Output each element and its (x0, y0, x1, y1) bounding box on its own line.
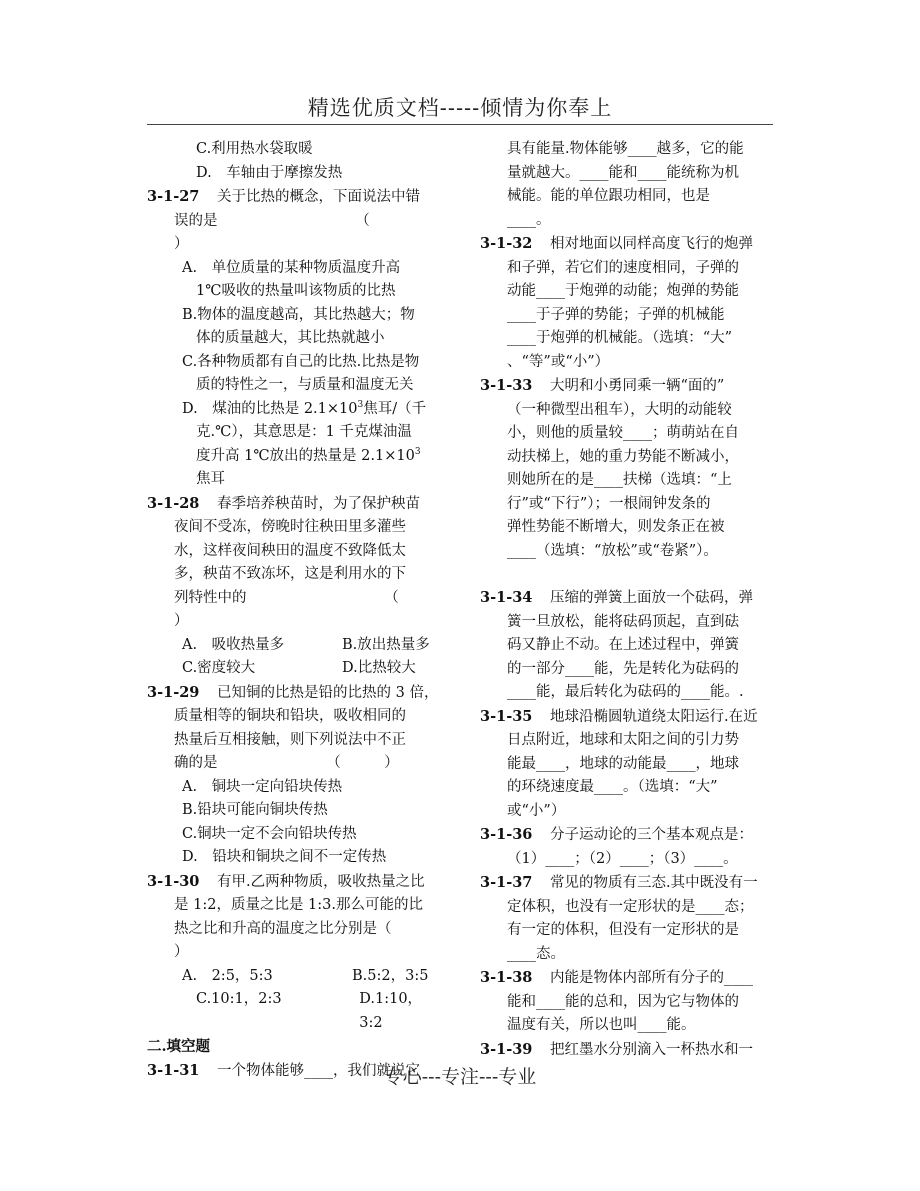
question-text: 热之比和升高的温度之比分别是（ (174, 920, 392, 937)
exponent: 3 (357, 399, 364, 410)
question-text: 的一部分____能，先是转化为砝码的 (507, 660, 739, 677)
options-row (147, 634, 442, 658)
question-text: ） (174, 944, 189, 960)
question-number: 3-1-29 (147, 683, 200, 701)
question-text: 行”或“下行”）；一根闹钟发条的 (507, 495, 711, 512)
question-text: 小，则他的质量较____；萌萌站在自 (507, 425, 739, 441)
question-text: （一种微型出租车），大明的动能较 (507, 401, 732, 418)
question-text: 或“小”） (507, 802, 566, 819)
options-row (147, 988, 442, 1035)
question-text: ____于炮弹的机械能。（选填：“大” (507, 330, 733, 346)
question-number: 3-1-33 (480, 377, 533, 394)
spacer (480, 563, 775, 586)
question-text: ） (174, 613, 189, 629)
option-c: C.各种物质都有自己的比热.比热是物 (182, 353, 420, 370)
question-text: 械能。能的单位跟功相同，也是 (507, 188, 710, 204)
question-number: 3-1-38 (480, 969, 533, 986)
section-heading: 二.填空题 (147, 1038, 211, 1055)
question-number: 3-1-37 (480, 874, 533, 891)
option-d: D.1:10，3:2 (359, 991, 423, 1031)
question-text: 有一定的体积，但没有一定形状的是 (507, 922, 739, 938)
option-d-cont: 焦耳 (196, 471, 225, 487)
option-d: D. 煤油的比热是 $2.1\times 10^3$焦耳/（千 (182, 399, 427, 417)
question-3-1-33: 3-1-33 大明和小勇同乘一辆“面的” (480, 374, 775, 399)
question-3-1-29: 3-1-29 已知铜的比热是铅的比热的 3 倍， (147, 681, 442, 706)
option-c: C.密度较大 (182, 660, 256, 676)
question-3-1-37: 3-1-37 常见的物质有三态.其中既没有一 (480, 871, 775, 896)
question-text: 码又静止不动。在上述过程中，弹簧 (507, 637, 739, 653)
question-text: 是 1:2，质量之比是 1:3.那么可能的比 (174, 897, 423, 913)
question-text: 动能____于炮弹的动能；炮弹的势能 (507, 283, 739, 299)
option-d: D. 铅块和铜块之间不一定传热 (182, 849, 387, 865)
option-a: A. 单位质量的某种物质温度升高 (182, 259, 401, 276)
question-text: 温度有关，所以也叫____能。 (507, 1017, 696, 1033)
options-row (147, 965, 442, 989)
question-text: 日点附近，地球和太阳之间的引力势 (507, 732, 739, 748)
question-text: ） (174, 236, 189, 252)
question-number: 3-1-35 (480, 707, 533, 725)
question-text: 动扶梯上，她的重力势能不断减小， (507, 448, 739, 465)
question-text: 确的是 （ ） (174, 755, 399, 771)
option-c: C.铜块一定不会向铅块传热 (182, 825, 357, 842)
question-text: 则她所在的是____扶梯（选填：“上 (507, 472, 732, 488)
question-number: 3-1-28 (147, 494, 200, 512)
question-text: （1）____；（2）____；（3）____。 (507, 850, 738, 867)
question-text: 能和____能的总和，因为它与物体的 (507, 993, 739, 1010)
q26-option-c: C.利用热水袋取暖 (196, 141, 313, 157)
question-text: 具有能量.物体能够____越多，它的能 (507, 141, 744, 157)
question-number: 3-1-31 (147, 1061, 200, 1079)
question-text: ____于子弹的势能；子弹的机械能 (507, 306, 725, 323)
option-a: A. 铜块一定向铅块传热 (182, 778, 343, 795)
question-number: 3-1-32 (480, 235, 533, 252)
exponent: 3 (414, 446, 421, 457)
option-b-cont: 体的质量越大，其比热就越小 (196, 330, 385, 346)
option-a: A. 吸收热量多 (182, 636, 285, 653)
question-text: 多，秧苗不致冻坏，这是利用水的下 (174, 566, 406, 582)
question-text: 的环绕速度最____。（选填：“大” (507, 779, 718, 795)
question-text: 、“等”或“小”） (507, 353, 610, 370)
question-text: ____。 (507, 211, 551, 228)
question-3-1-36: 3-1-36 分子运动论的三个基本观点是： (480, 823, 775, 848)
question-3-1-39: 3-1-39 把红墨水分别滴入一杯热水和一 (480, 1038, 775, 1063)
page-footer: 专心---专注---专业 (383, 1066, 537, 1088)
question-text: ____能，最后转化为砝码的____能。. (507, 684, 744, 700)
question-number: 3-1-34 (480, 589, 533, 606)
options-row (147, 657, 442, 681)
option-d-cont: 克.℃），其意思是：1 千克煤油温 (196, 424, 412, 440)
option-a: A. 2:5，5:3 (182, 967, 273, 984)
question-text: 定体积，也没有一定形状的是____态； (507, 898, 754, 915)
option-d-cont: 度升高 1℃放出的热量是 $2.1\times 10^3$ (196, 446, 421, 464)
question-text: ____（选填：“放松”或“卷紧”）。 (507, 542, 718, 559)
question-text: 能最____，地球的动能最____，地球 (507, 755, 739, 772)
question-3-1-30: 3-1-30 有甲.乙两种物质，吸收热量之比 (147, 870, 442, 895)
question-text: 和子弹，若它们的速度相同，子弹的 (507, 259, 739, 276)
option-b: B.铅块可能向铜块传热 (182, 802, 328, 818)
question-text: 簧一旦放松，能将砝码顶起，直到砝 (507, 613, 739, 630)
question-text: 质量相等的铜块和铅块，吸收相同的 (174, 708, 406, 724)
question-text: 热量后互相接触，则下列说法中不正 (174, 731, 406, 748)
question-3-1-28: 3-1-28 春季培养秧苗时，为了保护秧苗 (147, 492, 442, 517)
question-3-1-38: 3-1-38 内能是物体内部所有分子的____ (480, 966, 775, 991)
question-text: 量就越大。____能和____能统称为机 (507, 164, 739, 181)
question-number: 3-1-27 (147, 188, 200, 205)
right-column (480, 138, 775, 1062)
option-a-cont: 1℃吸收的热量叫该物质的比热 (196, 283, 396, 299)
question-3-1-34: 3-1-34 压缩的弹簧上面放一个砝码，弹 (480, 586, 775, 611)
question-number: 3-1-39 (480, 1040, 533, 1058)
question-3-1-35: 3-1-35 地球沿椭圆轨道绕太阳运行.在近 (480, 705, 775, 730)
question-3-1-32: 3-1-32 相对地面以同样高度飞行的炮弹 (480, 232, 775, 257)
question-3-1-27: 3-1-27 关于比热的概念，下面说法中错 (147, 185, 442, 210)
option-b: B.5:2，3:5 (352, 967, 429, 984)
question-number: 3-1-30 (147, 872, 200, 890)
q26-option-d: D. 车轴由于摩擦发热 (196, 164, 343, 181)
option-d: D.比热较大 (342, 660, 416, 676)
page-header: 精选优质文档-----倾情为你奉上 (307, 96, 613, 120)
question-number: 3-1-36 (480, 826, 533, 843)
question-text: 弹性势能不断增大，则发条正在被 (507, 519, 725, 535)
left-column (147, 138, 442, 1083)
option-b: B.放出热量多 (342, 636, 430, 653)
question-text: 夜间不受冻，傍晚时往秧田里多灌些 (174, 519, 406, 535)
option-c: C.10:1，2:3 (196, 991, 282, 1007)
question-text: ____态。 (507, 945, 565, 962)
option-b: B.物体的温度越高，其比热越大；物 (182, 306, 415, 323)
question-3-1-31: 3-1-31 一个物体能够____，我们就说它 (147, 1059, 442, 1084)
option-c-cont: 质的特性之一，与质量和温度无关 (196, 377, 414, 393)
question-text: 误的是 （ (174, 212, 370, 229)
question-text: 水，这样夜间秧田的温度不致降低太 (174, 542, 406, 559)
header-rule (147, 124, 773, 125)
question-text: 列特性中的 （ (174, 589, 399, 606)
